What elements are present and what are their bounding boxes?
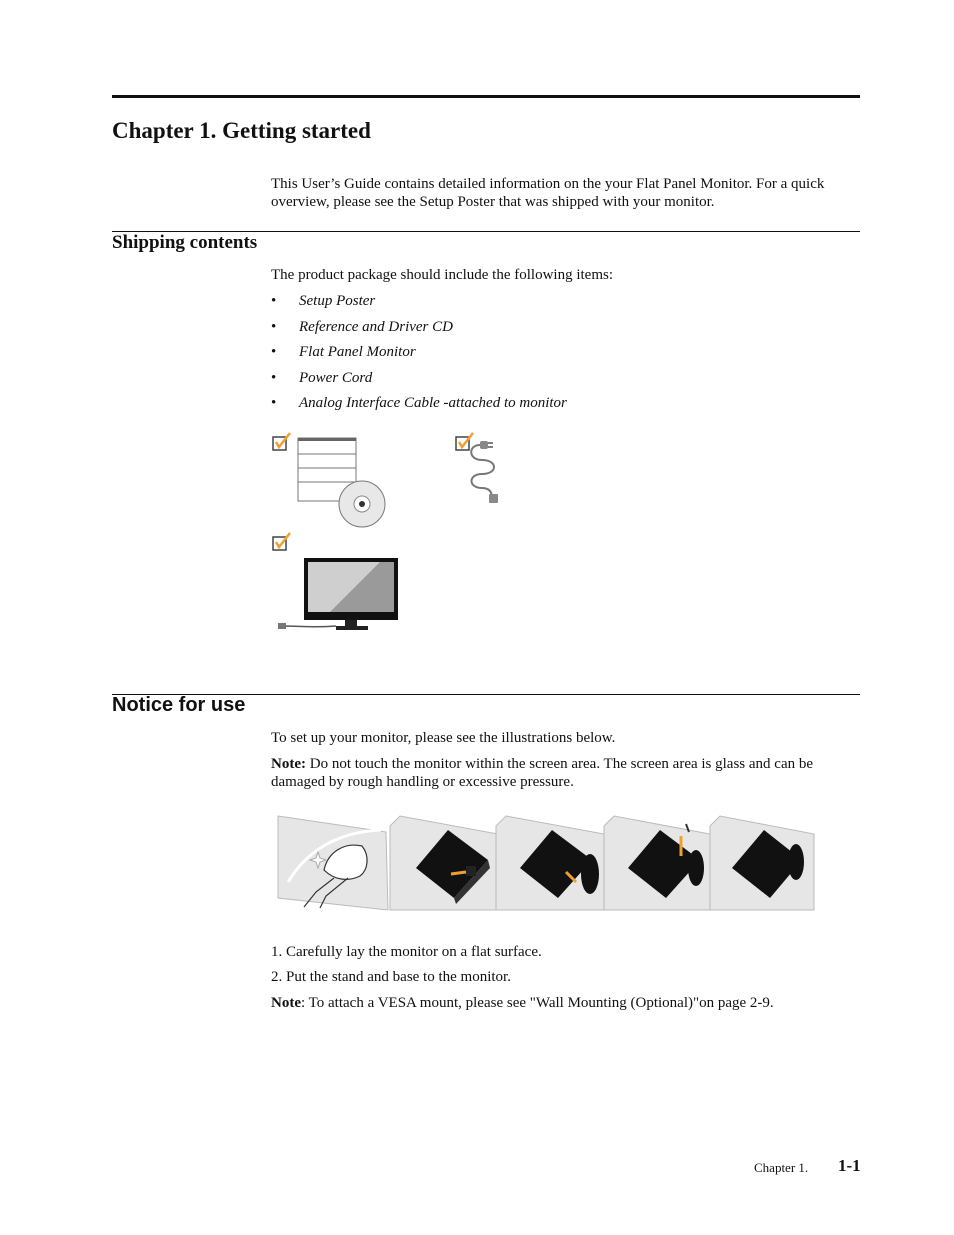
step-panel-complete bbox=[710, 816, 814, 910]
vesa-note bbox=[271, 994, 861, 1012]
chapter-title: Chapter 1. Getting started bbox=[112, 118, 371, 143]
list-item bbox=[271, 343, 567, 369]
page-number: 1-1 bbox=[838, 1156, 861, 1175]
step-2: 2. Put the stand and base to the monitor. bbox=[271, 969, 511, 985]
bullet: • bbox=[271, 318, 277, 335]
notice-intro: To set up your monitor, please see the illustrations below. bbox=[271, 730, 616, 746]
checkbox-icon bbox=[273, 533, 290, 550]
package-contents-illustration bbox=[270, 430, 510, 640]
chapter-intro: This User’s Guide contains detailed information on the your Flat Panel Monitor. For a quick overview, please see the Setup Poster that was shipped with your monitor. bbox=[271, 176, 825, 210]
bullet: • bbox=[271, 293, 277, 309]
note-text: Do not touch the monitor within the screen area. The screen area is glass and can be damaged by rough handling or excessive pressure. bbox=[271, 756, 814, 790]
bullet: • bbox=[271, 344, 277, 360]
bullet: • bbox=[271, 395, 277, 411]
note-label: Note: bbox=[271, 756, 306, 772]
cd-icon bbox=[339, 481, 385, 527]
list-item bbox=[271, 394, 567, 420]
list-item-text: Flat Panel Monitor bbox=[299, 344, 416, 360]
shipping-intro: The product package should include the following items: bbox=[271, 267, 613, 283]
note-label: Note bbox=[271, 995, 301, 1011]
list-item-text: Analog Interface Cable -attached to monitor bbox=[299, 395, 567, 411]
notice-heading: Notice for use bbox=[112, 694, 246, 716]
checkbox-icon bbox=[273, 433, 290, 450]
footer-chapter: Chapter 1. bbox=[754, 1160, 809, 1175]
arrow-icon bbox=[451, 872, 466, 874]
power-cord-icon bbox=[471, 441, 498, 503]
list-item-text: Reference and Driver CD bbox=[299, 318, 453, 335]
bullet: • bbox=[271, 369, 277, 386]
setup-steps-illustration bbox=[276, 812, 816, 912]
list-item bbox=[271, 318, 567, 344]
step-1: 1. Carefully lay the monitor on a flat surface. bbox=[271, 944, 542, 960]
monitor-icon bbox=[278, 558, 398, 630]
list-item-text: Setup Poster bbox=[299, 293, 376, 309]
cleaning-panel bbox=[278, 816, 388, 910]
notice-note bbox=[271, 755, 861, 791]
step-panel-secure-base bbox=[604, 816, 710, 910]
shipping-heading: Shipping contents bbox=[112, 232, 258, 253]
list-item-text: Power Cord bbox=[299, 369, 373, 386]
step-panel-lay-monitor bbox=[390, 816, 498, 910]
list-item bbox=[271, 369, 567, 395]
list-item bbox=[271, 292, 567, 318]
note-text: : To attach a VESA mount, please see "Wall Mounting (Optional)"on page 2-9. bbox=[301, 995, 774, 1011]
checkbox-icon bbox=[456, 433, 473, 450]
step-panel-attach-stand bbox=[496, 816, 604, 910]
top-rule bbox=[112, 95, 860, 98]
shipping-list bbox=[271, 292, 567, 420]
